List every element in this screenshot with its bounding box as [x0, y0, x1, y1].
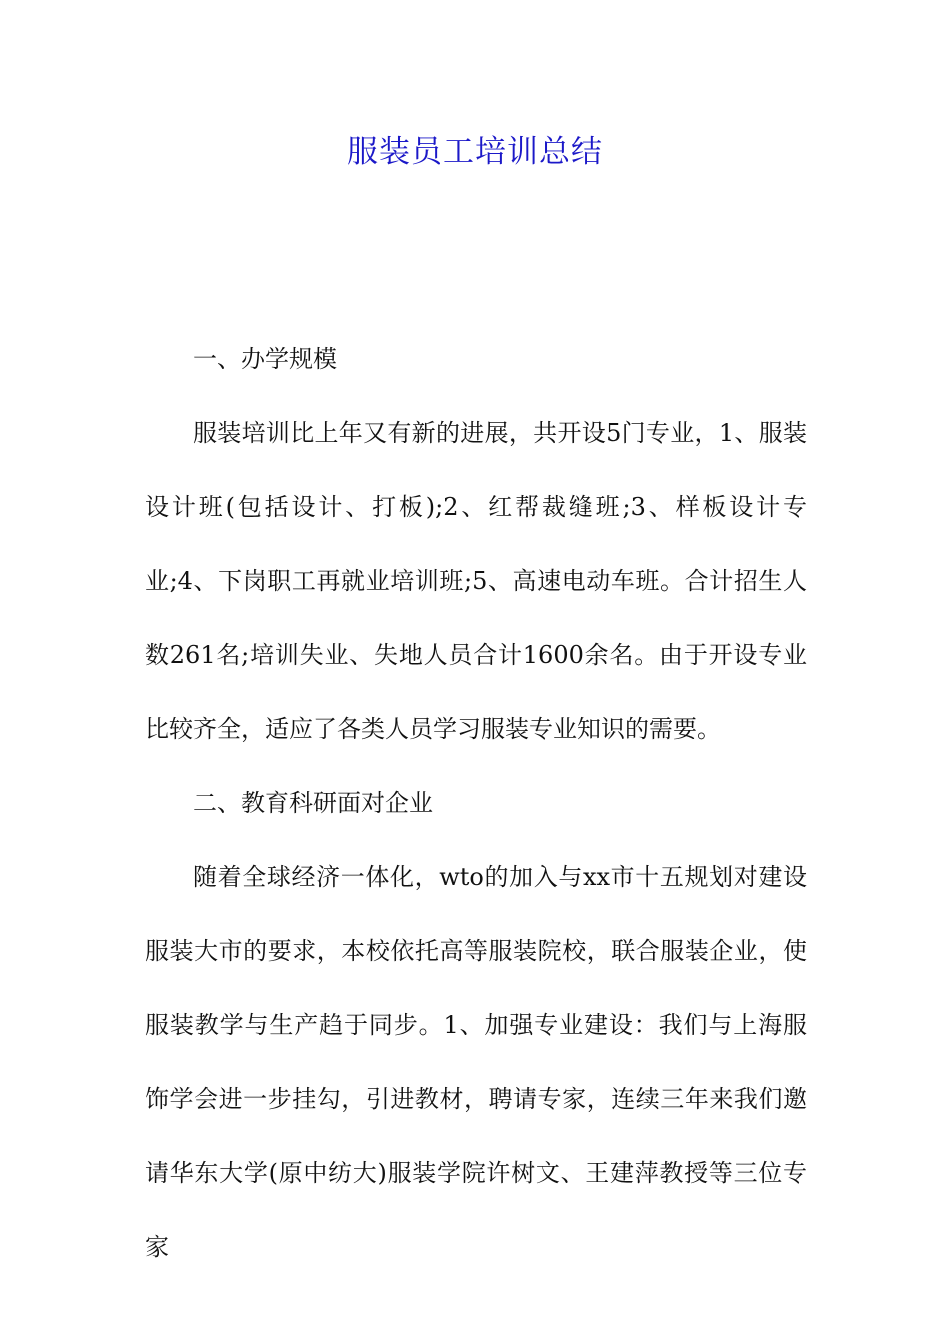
section-paragraph-1: 服装培训比上年又有新的进展，共开设5门专业，1、服装设计班(包括设计、打板);2、红帮裁缝班;3、样板设计专业;4、下岗职工再就业培训班;5、高速电动车班。合计招生人数261名;培训失业、失地人员合计1600余名。由于开设专业比较齐全，适应了各类人员学习服装专业知识的需要。 — [145, 419, 807, 743]
section-paragraph-2: 随着全球经济一体化，wto的加入与xx市十五规划对建设服装大市的要求，本校依托高等服装院校，联合服装企业，使服装教学与生产趋于同步。1、加强专业建设：我们与上海服饰学会进一步挂勾，引进教材，聘请专家，连续三年来我们邀请华东大学(原中纺大)服装学院许树文、王建萍教授等三位专家 — [145, 863, 807, 1261]
section-heading-2: 二、教育科研面对企业 — [193, 789, 433, 817]
document-body — [145, 322, 807, 1284]
document-title: 服装员工培训总结 — [347, 134, 603, 170]
section-heading-1: 一、办学规模 — [193, 345, 337, 373]
